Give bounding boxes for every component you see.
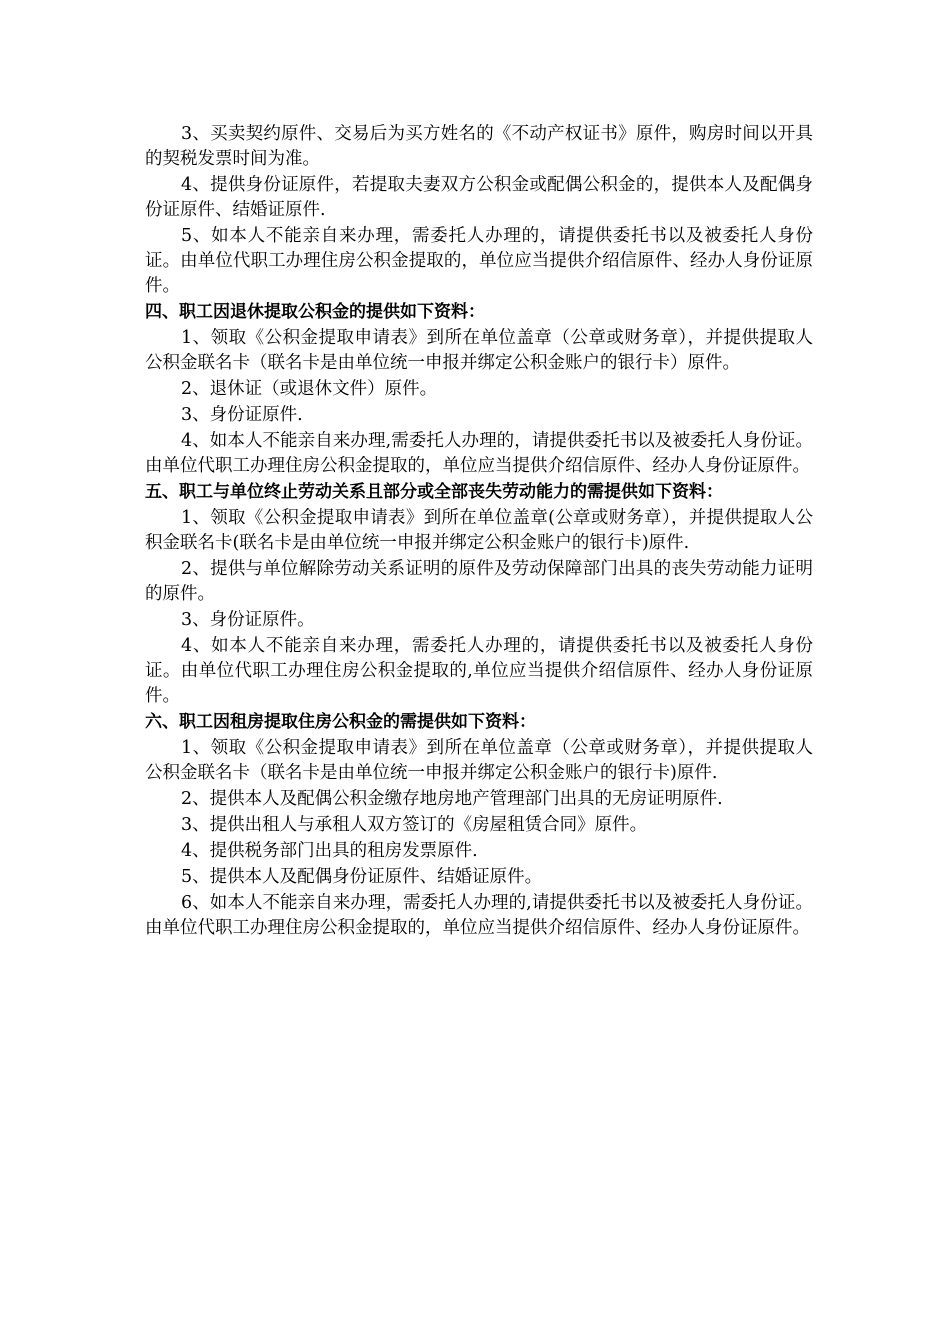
section5-item-3: 3、身份证原件。 <box>181 610 315 630</box>
section6-item-3: 3、提供出租人与承租人双方签订的《房屋租赁合同》原件。 <box>181 815 648 835</box>
section4-heading: 四、职工因退休提取公积金的提供如下资料： <box>145 302 485 322</box>
section5-item-2: 2、提供与单位解除劳动关系证明的原件及劳动保障部门出具的丧失劳动能力证明的原件。 <box>145 559 813 604</box>
section6-item-1: 1、领取《公积金提取申请表》到所在单位盖章（公章或财务章），并提供提取人公积金联名卡（联名卡是由单位统一申报并绑定公积金账户的银行卡)原件. <box>145 738 813 783</box>
section4-item-1: 1、领取《公积金提取申请表》到所在单位盖章（公章或财务章），并提供提取人公积金联名卡（联名卡是由单位统一申报并绑定公积金账户的银行卡）原件。 <box>145 328 813 373</box>
section4-item-2: 2、退休证（或退休文件）原件。 <box>181 379 438 399</box>
section3-item-3: 3、买卖契约原件、交易后为买方姓名的《不动产权证书》原件，购房时间以开具的契税发票时间为准。 <box>145 124 813 169</box>
section3-item-5: 5、如本人不能亲自来办理，需委托人办理的，请提供委托书以及被委托人身份证。由单位代职工办理住房公积金提取的，单位应当提供介绍信原件、经办人身份证原件。 <box>145 226 813 296</box>
section5-item-1: 1、领取《公积金提取申请表》到所在单位盖章(公章或财务章），并提供提取人公积金联名卡(联名卡是由单位统一申报并绑定公积金账户的银行卡)原件. <box>145 508 813 553</box>
section5-heading: 五、职工与单位终止劳动关系且部分或全部丧失劳动能力的需提供如下资料： <box>145 482 723 502</box>
section6-item-2: 2、提供本人及配偶公积金缴存地房地产管理部门出具的无房证明原件. <box>181 789 723 809</box>
section6-item-4: 4、提供税务部门出具的租房发票原件. <box>181 841 478 861</box>
section6-item-5: 5、提供本人及配偶身份证原件、结婚证原件。 <box>181 867 543 887</box>
section4-item-3: 3、身份证原件. <box>181 405 303 425</box>
section6-item-6: 6、如本人不能亲自来办理，需委托人办理的,请提供委托书以及被委托人身份证。由单位代职工办理住房公积金提取的，单位应当提供介绍信原件、经办人身份证原件。 <box>145 893 813 938</box>
section3-item-4: 4、提供身份证原件，若提取夫妻双方公积金或配偶公积金的，提供本人及配偶身份证原件、结婚证原件. <box>145 175 813 220</box>
section4-item-4: 4、如本人不能亲自来办理,需委托人办理的，请提供委托书以及被委托人身份证。由单位代职工办理住房公积金提取的，单位应当提供介绍信原件、经办人身份证原件。 <box>145 431 813 476</box>
section6-heading: 六、职工因租房提取住房公积金的需提供如下资料： <box>145 712 536 732</box>
section5-item-4: 4、如本人不能亲自来办理，需委托人办理的，请提供委托书以及被委托人身份证。由单位代职工办理住房公积金提取的,单位应当提供介绍信原件、经办人身份证原件。 <box>145 636 813 706</box>
document-body <box>145 122 813 942</box>
